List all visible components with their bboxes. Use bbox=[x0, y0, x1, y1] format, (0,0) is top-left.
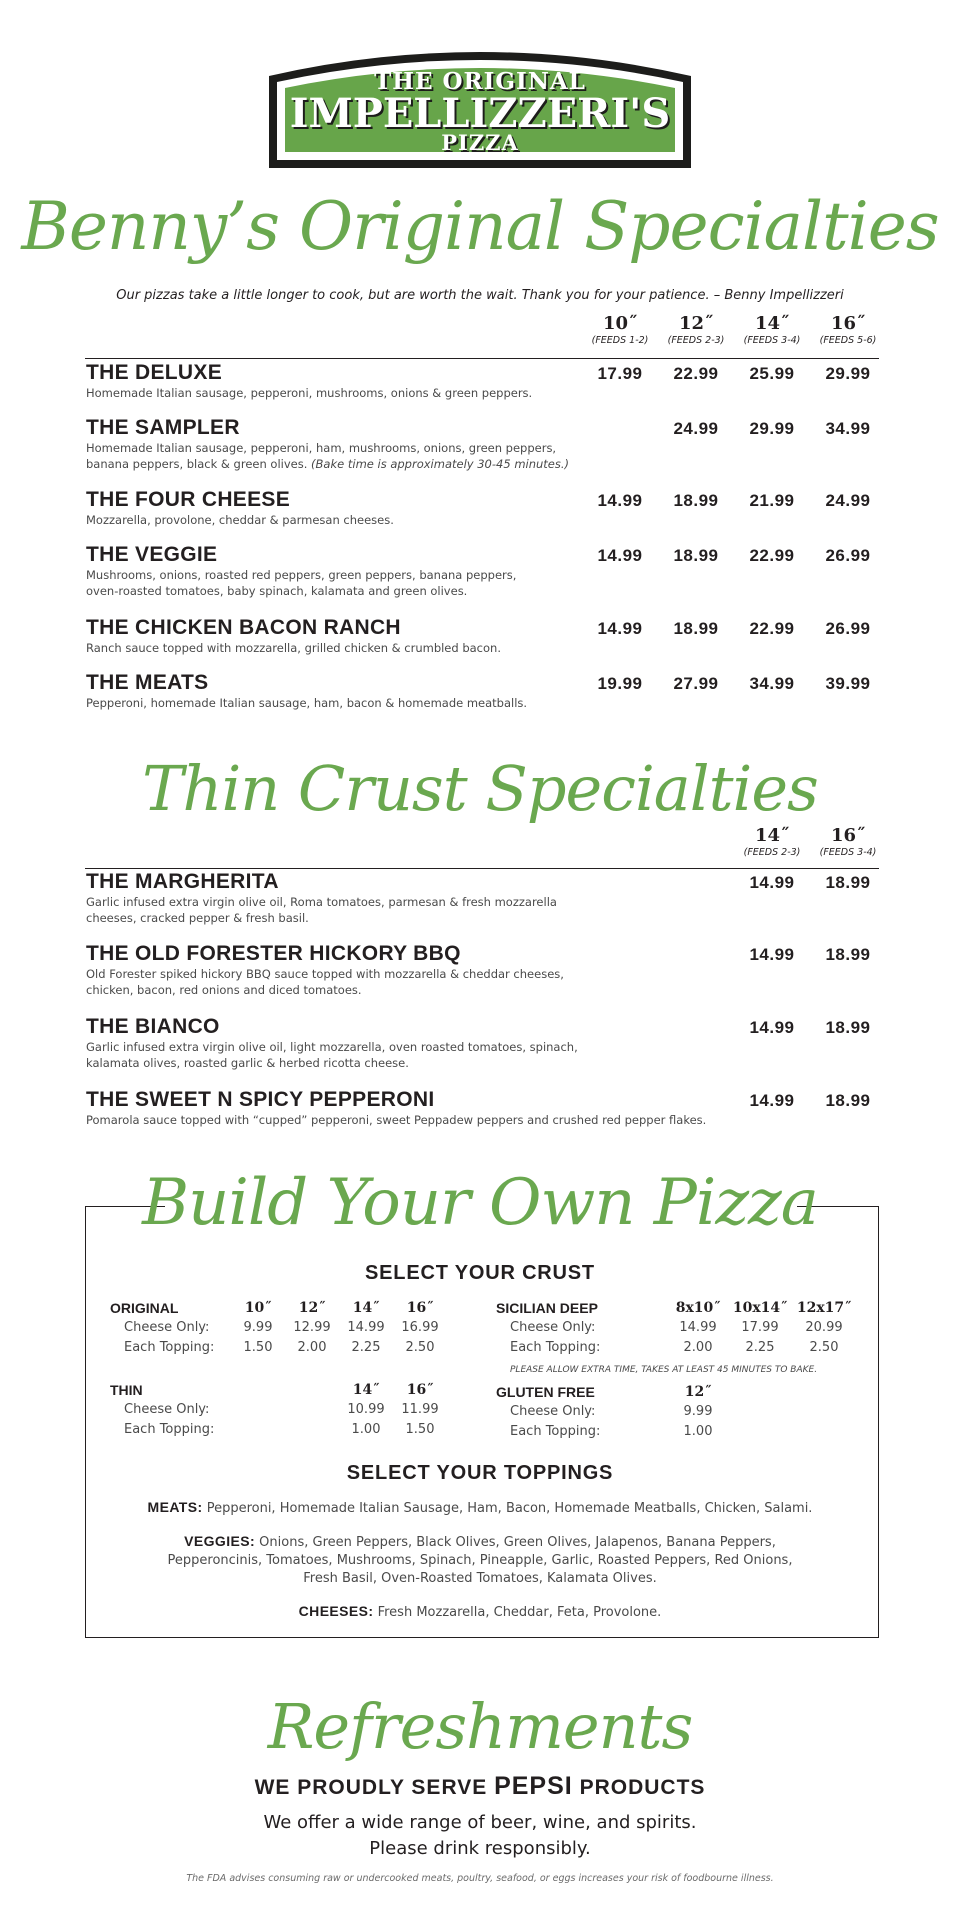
cheeses-label: CHEESES: bbox=[298, 1603, 374, 1619]
menu-item-chicken-bacon-ranch: THE CHICKEN BACON RANCH Ranch sauce topped with mozzarella, grilled chicken & crumbled bacon. bbox=[86, 616, 501, 655]
price-12: 24.99 bbox=[673, 419, 719, 438]
cheese-only-label: Cheese Only: bbox=[124, 1402, 210, 1417]
price-14: 22.99 bbox=[749, 546, 795, 565]
size-header: 12˝ (FEEDS 2-3) bbox=[667, 313, 725, 346]
crust-label: SICILIAN DEEP bbox=[496, 1300, 598, 1316]
price-16: 18.99 bbox=[825, 1018, 871, 1037]
cheese-only-label: Cheese Only: bbox=[510, 1320, 596, 1335]
price-12: 27.99 bbox=[673, 674, 719, 693]
price-10: 17.99 bbox=[597, 364, 643, 383]
topping-price: 1.00 bbox=[351, 1422, 381, 1437]
topping-price: 2.00 bbox=[683, 1340, 713, 1355]
menu-item-deluxe: THE DELUXE Homemade Italian sausage, pepperoni, mushrooms, onions & green peppers. bbox=[86, 361, 533, 400]
cheese-only-label: Cheese Only: bbox=[124, 1320, 210, 1335]
toppings-veggies: VEGGIES: Onions, Green Peppers, Black Olives, Green Olives, Jalapenos, Banana Peppers, Pepperoncinis, Tomatoes, Mushrooms, Spinach, Pineapple, Garlic, Roasted Peppers, Red Onions, Fresh Basil, Oven-Roasted Tomatoes, Kalamata Olives. bbox=[167, 1533, 793, 1586]
price-10: 19.99 bbox=[597, 674, 643, 693]
size-header: 16˝ (FEEDS 3-4) bbox=[819, 825, 877, 858]
topping-price: 2.25 bbox=[745, 1340, 775, 1355]
specialties-tagline: Our pizzas take a little longer to cook, but are worth the wait. Thank you for your patience. – Benny Impellizzeri bbox=[116, 288, 844, 303]
price-16: 18.99 bbox=[825, 1091, 871, 1110]
cheese-price: 9.99 bbox=[243, 1320, 273, 1335]
menu-item-four-cheese: THE FOUR CHEESE Mozzarella, provolone, cheddar & parmesan cheeses. bbox=[86, 488, 394, 527]
size-header: 14˝ (FEEDS 3-4) bbox=[743, 313, 801, 346]
refreshments-title: Refreshments bbox=[267, 1690, 693, 1763]
price-14: 14.99 bbox=[749, 1091, 795, 1110]
crust-label: THIN bbox=[110, 1382, 143, 1398]
size-header: 16˝ (FEEDS 5-6) bbox=[819, 313, 877, 346]
select-toppings-heading: SELECT YOUR TOPPINGS bbox=[346, 1462, 614, 1484]
topping-price: 2.50 bbox=[405, 1340, 435, 1355]
price-16: 34.99 bbox=[825, 419, 871, 438]
price-16: 18.99 bbox=[825, 945, 871, 964]
price-12: 18.99 bbox=[673, 619, 719, 638]
crust-label: GLUTEN FREE bbox=[496, 1384, 595, 1400]
price-16: 26.99 bbox=[825, 619, 871, 638]
crust-sicilian-deep bbox=[496, 1298, 866, 1378]
menu-item-veggie: THE VEGGIE Mushrooms, onions, roasted red peppers, green peppers, banana peppers, oven-roasted tomatoes, baby spinach, kalamata and green olives. bbox=[86, 543, 517, 598]
size-label: 16˝ bbox=[406, 1300, 434, 1316]
logo-line3: PIZZA bbox=[441, 130, 519, 155]
price-10: 14.99 bbox=[597, 491, 643, 510]
select-crust-heading: SELECT YOUR CRUST bbox=[365, 1262, 595, 1284]
specialties-divider bbox=[85, 358, 879, 359]
veggies-label: VEGGIES: bbox=[184, 1533, 256, 1549]
size-label: 12x17˝ bbox=[796, 1300, 852, 1316]
crust-gluten-free bbox=[496, 1382, 866, 1446]
bake-time-note: (Bake time is approximately 30-45 minutes.) bbox=[311, 457, 570, 471]
cheese-price: 20.99 bbox=[805, 1320, 843, 1335]
crust-original bbox=[110, 1298, 470, 1362]
size-label: 16˝ bbox=[406, 1382, 434, 1398]
topping-price: 2.25 bbox=[351, 1340, 381, 1355]
each-topping-label: Each Topping: bbox=[124, 1340, 215, 1355]
specialties-title: Benny’s Original Specialties bbox=[21, 188, 939, 265]
price-12: 18.99 bbox=[673, 546, 719, 565]
price-14: 25.99 bbox=[749, 364, 795, 383]
price-16: 24.99 bbox=[825, 491, 871, 510]
size-label: 8x10˝ bbox=[675, 1300, 721, 1316]
price-16: 18.99 bbox=[825, 873, 871, 892]
pepsi-brand: PEPSI bbox=[494, 1772, 573, 1800]
pepsi-statement: WE PROUDLY SERVE PEPSI PRODUCTS bbox=[254, 1772, 706, 1800]
size-label: 14˝ bbox=[352, 1300, 380, 1316]
toppings-cheeses: CHEESES: Fresh Mozzarella, Cheddar, Feta, Provolone. bbox=[298, 1603, 662, 1620]
size-label: 10x14˝ bbox=[732, 1300, 788, 1316]
each-topping-label: Each Topping: bbox=[510, 1340, 601, 1355]
toppings-meats: MEATS: Pepperoni, Homemade Italian Sausage, Ham, Bacon, Homemade Meatballs, Chicken, Salami. bbox=[147, 1499, 813, 1516]
price-16: 26.99 bbox=[825, 546, 871, 565]
topping-price: 1.50 bbox=[243, 1340, 273, 1355]
menu-item-old-forester-bbq: THE OLD FORESTER HICKORY BBQ Old Forester spiked hickory BBQ sauce topped with mozzarella & cheddar cheeses, chicken, bacon, red onions and diced tomatoes. bbox=[86, 942, 564, 997]
byo-title: Build Your Own Pizza bbox=[142, 1166, 818, 1240]
price-14: 34.99 bbox=[749, 674, 795, 693]
size-header: 14˝ (FEEDS 2-3) bbox=[743, 825, 801, 858]
cheese-price: 9.99 bbox=[683, 1404, 713, 1419]
menu-item-bianco: THE BIANCO Garlic infused extra virgin olive oil, light mozzarella, oven roasted tomatoes, spinach, kalamata olives, roasted garlic & herbed ricotta cheese. bbox=[86, 1015, 578, 1070]
cheese-price: 17.99 bbox=[741, 1320, 779, 1335]
cheese-only-label: Cheese Only: bbox=[510, 1404, 596, 1419]
topping-price: 1.00 bbox=[683, 1424, 713, 1439]
price-14: 14.99 bbox=[749, 945, 795, 964]
logo bbox=[267, 42, 693, 170]
menu-item-sweet-spicy-pepperoni: THE SWEET N SPICY PEPPERONI Pomarola sauce topped with “cupped” pepperoni, sweet Peppadew peppers and crushed red pepper flakes. bbox=[86, 1088, 707, 1127]
logo-line1: THE ORIGINAL bbox=[374, 68, 586, 95]
thin-divider bbox=[85, 868, 879, 869]
cheese-price: 10.99 bbox=[347, 1402, 385, 1417]
size-header: 10˝ (FEEDS 1-2) bbox=[591, 313, 649, 346]
price-14: 22.99 bbox=[749, 619, 795, 638]
price-14: 21.99 bbox=[749, 491, 795, 510]
topping-price: 2.00 bbox=[297, 1340, 327, 1355]
cheese-price: 14.99 bbox=[347, 1320, 385, 1335]
price-16: 29.99 bbox=[825, 364, 871, 383]
menu-item-margherita: THE MARGHERITA Garlic infused extra virgin olive oil, Roma tomatoes, parmesan & fresh mozzarella cheeses, cracked pepper & fresh basil. bbox=[86, 870, 557, 925]
cheese-price: 16.99 bbox=[401, 1320, 439, 1335]
price-16: 39.99 bbox=[825, 674, 871, 693]
crust-label: ORIGINAL bbox=[110, 1300, 179, 1316]
cheese-price: 14.99 bbox=[679, 1320, 717, 1335]
meats-label: MEATS: bbox=[147, 1499, 203, 1515]
price-12: 18.99 bbox=[673, 491, 719, 510]
sicilian-bake-note: PLEASE ALLOW EXTRA TIME, TAKES AT LEAST 45 MINUTES TO BAKE. bbox=[510, 1365, 818, 1375]
topping-price: 2.50 bbox=[809, 1340, 839, 1355]
fda-disclaimer: The FDA advises consuming raw or undercooked meats, poultry, seafood, or eggs increases your risk of foodbourne illness. bbox=[186, 1873, 774, 1884]
size-label: 10˝ bbox=[244, 1300, 272, 1316]
logo-line2: IMPELLIZZERI'S bbox=[289, 90, 671, 137]
drink-responsibly: Please drink responsibly. bbox=[369, 1838, 591, 1859]
menu-item-sampler: THE SAMPLER Homemade Italian sausage, pepperoni, ham, mushrooms, onions, green peppers, banana peppers, black & green olives. (Bake time is approximately 30-45 minutes.) bbox=[86, 416, 570, 471]
thin-title: Thin Crust Specialties bbox=[142, 752, 818, 825]
price-10: 14.99 bbox=[597, 546, 643, 565]
price-10: 14.99 bbox=[597, 619, 643, 638]
topping-price: 1.50 bbox=[405, 1422, 435, 1437]
size-label: 12˝ bbox=[298, 1300, 326, 1316]
cheese-price: 12.99 bbox=[293, 1320, 331, 1335]
price-14: 14.99 bbox=[749, 1018, 795, 1037]
each-topping-label: Each Topping: bbox=[510, 1424, 601, 1439]
price-14: 29.99 bbox=[749, 419, 795, 438]
price-14: 14.99 bbox=[749, 873, 795, 892]
price-12: 22.99 bbox=[673, 364, 719, 383]
menu-item-meats: THE MEATS Pepperoni, homemade Italian sausage, ham, bacon & homemade meatballs. bbox=[86, 671, 528, 710]
beverage-line: We offer a wide range of beer, wine, and spirits. bbox=[263, 1812, 697, 1833]
size-label: 12˝ bbox=[684, 1384, 712, 1400]
cheese-price: 11.99 bbox=[401, 1402, 439, 1417]
size-label: 14˝ bbox=[352, 1382, 380, 1398]
each-topping-label: Each Topping: bbox=[124, 1422, 215, 1437]
crust-thin bbox=[110, 1380, 470, 1444]
